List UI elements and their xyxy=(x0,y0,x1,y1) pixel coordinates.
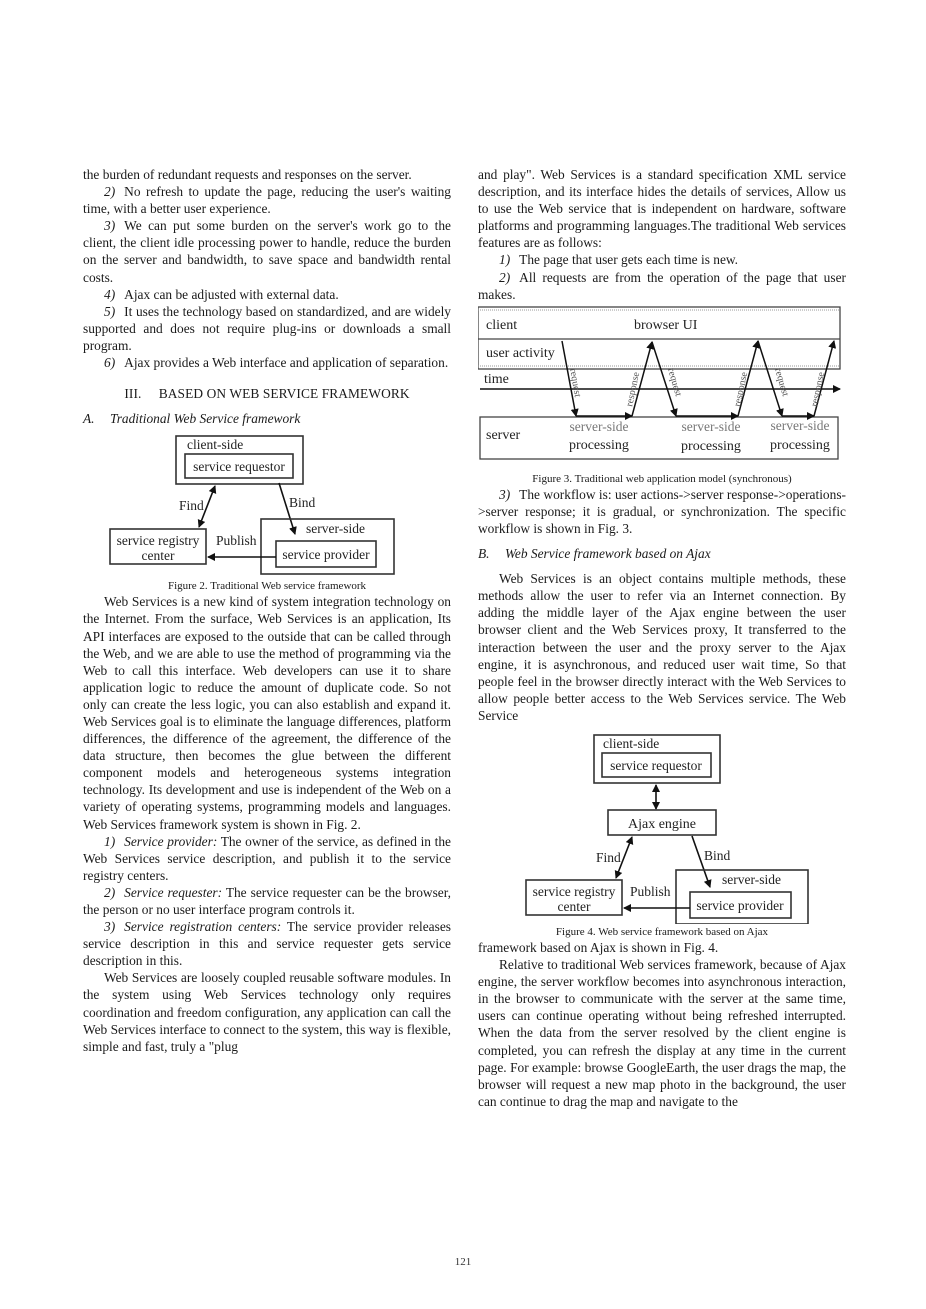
advantage-item: 4) Ajax can be adjusted with external data. xyxy=(104,286,339,302)
svg-text:service registry: service registry xyxy=(532,883,616,899)
page-number: 121 xyxy=(454,1256,472,1268)
subsection-heading-a: A. Traditional Web Service framework xyxy=(83,411,301,427)
svg-text:server-side: server-side xyxy=(770,417,830,433)
svg-text:server: server xyxy=(486,427,521,443)
paragraph-ajax: Web Services is an object contains multiple methods, these methods allow the user to refer via an Internet connection. By adding the middle layer of the Ajax engine between the user browser client and the Web Services proxy, It transferred to the interaction between the user and the proxy server to the Ajax engine, it is asynchronous, and reduced user wait time, So that people feel in the browser directly interact with the Web Services to allow people better access to the Web Services service. The Web Service xyxy=(478,571,846,723)
svg-text:request: request xyxy=(772,366,791,398)
svg-text:service requestor: service requestor xyxy=(193,459,285,475)
svg-text:server-side: server-side xyxy=(569,418,629,434)
svg-text:service requestor: service requestor xyxy=(610,757,702,773)
svg-text:server-side: server-side xyxy=(681,418,741,434)
svg-text:user activity: user activity xyxy=(486,345,555,361)
figure-4 xyxy=(478,732,846,924)
intro-continuation: the burden of redundant requests and responses on the server. xyxy=(83,167,412,182)
svg-text:processing: processing xyxy=(681,438,741,454)
svg-text:server-side: server-side xyxy=(722,871,781,887)
figure-2-diagram xyxy=(83,435,451,577)
svg-text:Publish: Publish xyxy=(630,883,671,899)
paragraph-web-services: Web Services is a new kind of system integration technology on the Internet. From the surface, Web Services is an application, Its API interfaces are exposed to the outside that can be called through the Web, and we are able to use the method of programming via the Web to call this interface. Web developers can use it to share application logic to reduce the amount of duplicate code. So not only can create the less logic, you can also establish and expand it. Web Services goal is to eliminate the language differences, platform differences, the difference of the agreement, the difference of the data structure, then becomes the glue between the different component models and heterogeneous systems integration technology. Its development and use is independent of the Web on a variety of operating systems, programming models and languages. Web Services framework system is shown in Fig. 2. xyxy=(83,594,451,832)
svg-text:response: response xyxy=(732,370,751,408)
svg-text:center: center xyxy=(141,548,175,564)
svg-text:Bind: Bind xyxy=(289,495,316,511)
svg-text:Publish: Publish xyxy=(216,533,257,549)
right-column xyxy=(478,166,846,1110)
paragraph-fig4-reference: framework based on Ajax is shown in Fig. 4. xyxy=(478,939,719,955)
paragraph-relative: Relative to traditional Web services framework, because of Ajax engine, the server workflow becomes into asynchronous interaction, in the browser to communicate with the server at the same time, users can continue operating without being refreshed interrupted. When the data from the server resolved by the client engine is completed, you can refresh the display at any time in the current page. For example: browse GoogleEarth, the user drags the map, the browser will request a new map photo in the background, the user can continue to drag the map and navigate to the xyxy=(478,957,846,1109)
role-item: 1) Service provider: The owner of the service, as defined in the Web Services service description, and publish it to the service registry centers. xyxy=(83,833,451,883)
svg-text:client-side: client-side xyxy=(603,735,660,751)
feature-item: 3) The workflow is: user actions->server response->operations->server response; it is gradual, or synchronization. The specific workflow is shown in Fig. 3. xyxy=(478,486,846,536)
svg-text:client: client xyxy=(486,317,518,333)
role-item: 3) Service registration centers: The service provider releases service description in this and service requester gets service description in this. xyxy=(83,919,451,969)
svg-text:service registry: service registry xyxy=(116,533,200,549)
figure-4-diagram xyxy=(478,732,846,924)
advantage-item: 6) Ajax provides a Web interface and application of separation. xyxy=(104,355,449,371)
svg-text:Find: Find xyxy=(179,498,204,514)
svg-text:response: response xyxy=(809,370,828,408)
figure-3-diagram xyxy=(478,305,846,461)
svg-text:service provider: service provider xyxy=(696,897,784,913)
svg-text:request: request xyxy=(567,367,583,398)
paragraph-continuation: and play". Web Services is a standard specification XML service description, and its interface hides the details of services, Allow us to use the Web service that is independent on hardware, software platforms and programming languages.The traditional Web services features are as follows: xyxy=(478,167,846,251)
paragraph-loosely-coupled: Web Services are loosely coupled reusable software modules. In the system using Web Services technology only requires coordination and freedom configuration, any application can call the Web Services interface to connect to the system, this way is flexible, simple and fast, truly a "plug xyxy=(83,970,451,1054)
svg-text:client-side: client-side xyxy=(187,437,244,453)
svg-text:request: request xyxy=(665,366,684,398)
svg-text:server-side: server-side xyxy=(306,521,365,537)
feature-item: 1) The page that user gets each time is new. xyxy=(499,252,739,268)
svg-text:time: time xyxy=(484,371,509,387)
svg-text:Ajax engine: Ajax engine xyxy=(627,816,697,832)
figure-3-caption: Figure 3. Traditional web application model (synchronous) xyxy=(532,472,792,485)
left-column xyxy=(83,166,451,1055)
svg-text:center: center xyxy=(557,898,591,914)
feature-item: 2) All requests are from the operation of the page that user makes. xyxy=(478,269,846,302)
advantage-item: 3) We can put some burden on the server's work go to the client, the client idle processing power to handle, reduce the burden on the server and bandwidth, to save space and bandwidth rental costs. xyxy=(83,218,451,285)
svg-text:Find: Find xyxy=(596,849,621,865)
svg-text:browser UI: browser UI xyxy=(634,317,698,333)
advantage-item: 2) No refresh to update the page, reducing the user's waiting time, with a better user experience. xyxy=(83,184,451,217)
svg-text:Bind: Bind xyxy=(704,847,731,863)
subsection-heading-b: B. Web Service framework based on Ajax xyxy=(478,546,711,562)
svg-text:processing: processing xyxy=(770,437,830,453)
svg-text:service provider: service provider xyxy=(282,547,370,563)
figure-4-caption: Figure 4. Web service framework based on Ajax xyxy=(555,925,769,938)
section-heading: III. BASED ON WEB SERVICE FRAMEWORK xyxy=(124,386,410,402)
figure-3 xyxy=(478,305,846,461)
role-item: 2) Service requester: The service requester can be the browser, the person or no user interface program controls it. xyxy=(83,884,451,917)
svg-text:processing: processing xyxy=(569,437,629,453)
advantage-item: 5) It uses the technology based on standardized, and are widely supported and does not require plug-ins or downloads a small program. xyxy=(83,303,451,353)
figure-2 xyxy=(83,435,451,577)
svg-text:response: response xyxy=(624,370,643,408)
figure-2-caption: Figure 2. Traditional Web service framework xyxy=(167,580,367,593)
